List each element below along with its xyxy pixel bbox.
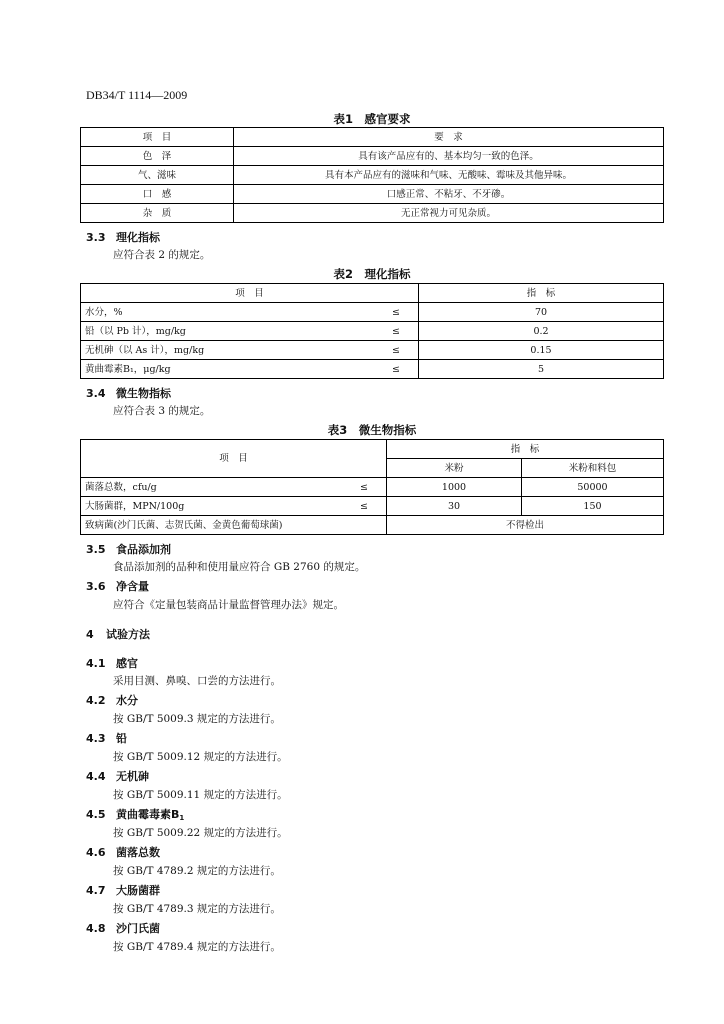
table1-caption: 表1 感官要求 [333,112,411,126]
section-3-6-heading [86,578,149,594]
table-row [81,185,664,204]
section-4-7-heading [86,882,160,898]
table-cell [81,360,419,379]
table-cell: 150 [522,497,664,516]
table-cell: 致病菌(沙门氏菌、志贺氏菌、金黄色葡萄球菌) [81,516,387,535]
table-cell: 30 [387,497,522,516]
section-title: 理化指标 [116,231,160,244]
table-cell: 气、滋味 [81,166,234,185]
section-number: 4.6 [86,846,106,859]
table-cell: 色 泽 [81,147,234,166]
table-cell: 0.2 [419,322,664,341]
table-cell: 0.15 [419,341,664,360]
table2-physicochemical [80,283,664,379]
section-3-4-text: 应符合表 3 的规定。 [113,405,211,417]
table-cell [81,497,387,516]
table-header-cell: 要 求 [234,128,664,147]
section-3-6-text: 应符合《定量包装商品计量监督管理办法》规定。 [113,599,344,611]
section-title: 试验方法 [106,628,150,641]
section-3-4-heading [86,385,171,401]
table-row [81,360,664,379]
table-cell: 口 感 [81,185,234,204]
section-4-heading [86,626,150,642]
section-4-8-heading [86,920,160,936]
section-number: 4.7 [86,884,106,897]
section-title: 菌落总数 [116,846,160,859]
section-4-4-text: 按 GB/T 5009.11 规定的方法进行。 [113,789,288,801]
table2-caption: 表2 理化指标 [333,267,411,281]
table1-sensory-requirements [80,127,664,223]
item-label: 黄曲霉素B₁，μg/kg [85,363,171,375]
table-row [81,341,664,360]
document-header: DB34/T 1114—2009 [86,88,188,102]
section-title: 水分 [116,694,138,707]
leq-symbol: ≤ [392,363,400,375]
section-number: 4 [86,628,94,641]
table-header-cell: 指 标 [419,284,664,303]
section-4-1-text: 采用目测、鼻嗅、口尝的方法进行。 [113,675,281,687]
section-number: 4.5 [86,808,106,821]
section-number: 4.8 [86,922,106,935]
section-4-5-text: 按 GB/T 5009.22 规定的方法进行。 [113,827,288,839]
table-header-cell: 指 标 [387,440,664,459]
table-header-cell: 米粉和料包 [522,459,664,478]
section-title: 黄曲霉毒素B [116,808,180,821]
table-header-cell: 项 目 [81,440,387,478]
subscript: 1 [179,814,185,822]
table-cell: 具有该产品应有的、基本均匀一致的色泽。 [234,147,664,166]
item-label: 菌落总数，cfu/g [85,481,157,493]
section-number: 3.5 [86,543,106,556]
section-number: 4.4 [86,770,106,783]
section-title: 食品添加剂 [116,543,171,556]
table-cell: 50000 [522,478,664,497]
table-cell: 具有本产品应有的滋味和气味、无酸味、霉味及其他异味。 [234,166,664,185]
table-header-row [81,284,664,303]
section-4-8-text: 按 GB/T 4789.4 规定的方法进行。 [113,941,281,953]
table-header-row [81,128,664,147]
item-label: 无机砷（以 As 计），mg/kg [85,344,205,356]
table-cell [81,303,419,322]
section-4-2-text: 按 GB/T 5009.3 规定的方法进行。 [113,713,281,725]
table-cell [81,322,419,341]
table-cell: 杂 质 [81,204,234,223]
table-header-cell: 项 目 [81,128,234,147]
section-4-3-text: 按 GB/T 5009.12 规定的方法进行。 [113,751,288,763]
table-header-cell: 米粉 [387,459,522,478]
table3-caption: 表3 微生物指标 [327,423,417,437]
section-title: 无机砷 [116,770,149,783]
leq-symbol: ≤ [392,306,400,318]
table-cell [81,341,419,360]
section-title: 净含量 [116,580,149,593]
table-row [81,497,664,516]
section-title: 铅 [116,732,127,745]
section-number: 4.3 [86,732,106,745]
section-4-5-heading [86,806,184,822]
section-4-7-text: 按 GB/T 4789.3 规定的方法进行。 [113,903,281,915]
section-4-6-text: 按 GB/T 4789.2 规定的方法进行。 [113,865,281,877]
item-label: 铅（以 Pb 计），mg/kg [85,325,186,337]
section-title: 感官 [116,657,138,670]
section-number: 3.6 [86,580,106,593]
section-title: 大肠菌群 [116,884,160,897]
table-row [81,166,664,185]
table-header-row [81,440,664,459]
table-row [81,322,664,341]
section-4-2-heading [86,692,138,708]
table-header-cell: 项 目 [81,284,419,303]
table-cell [81,478,387,497]
leq-symbol: ≤ [392,325,400,337]
table-cell: 不得检出 [387,516,664,535]
table-row [81,147,664,166]
section-number: 3.4 [86,387,106,400]
section-number: 4.1 [86,657,106,670]
table-row [81,478,664,497]
item-label: 水分，% [85,306,123,318]
section-4-3-heading [86,730,127,746]
leq-symbol: ≤ [360,481,368,493]
leq-symbol: ≤ [392,344,400,356]
table-cell: 口感正常、不粘牙、不牙碜。 [234,185,664,204]
table-cell: 无正常视力可见杂质。 [234,204,664,223]
section-number: 3.3 [86,231,106,244]
table-row [81,204,664,223]
table-cell: 70 [419,303,664,322]
table-row [81,303,664,322]
section-3-3-text: 应符合表 2 的规定。 [113,249,211,261]
table3-microbiological [80,439,664,535]
table-row [81,516,664,535]
section-title: 沙门氏菌 [116,922,160,935]
section-number: 4.2 [86,694,106,707]
section-3-5-heading [86,541,171,557]
section-4-6-heading [86,844,160,860]
section-3-5-text: 食品添加剂的品种和使用量应符合 GB 2760 的规定。 [113,561,366,573]
section-4-4-heading [86,768,149,784]
table-cell: 1000 [387,478,522,497]
table-cell: 5 [419,360,664,379]
section-3-3-heading [86,229,160,245]
section-title: 微生物指标 [116,387,171,400]
leq-symbol: ≤ [360,500,368,512]
item-label: 大肠菌群，MPN/100g [85,500,185,512]
section-4-1-heading [86,655,138,671]
